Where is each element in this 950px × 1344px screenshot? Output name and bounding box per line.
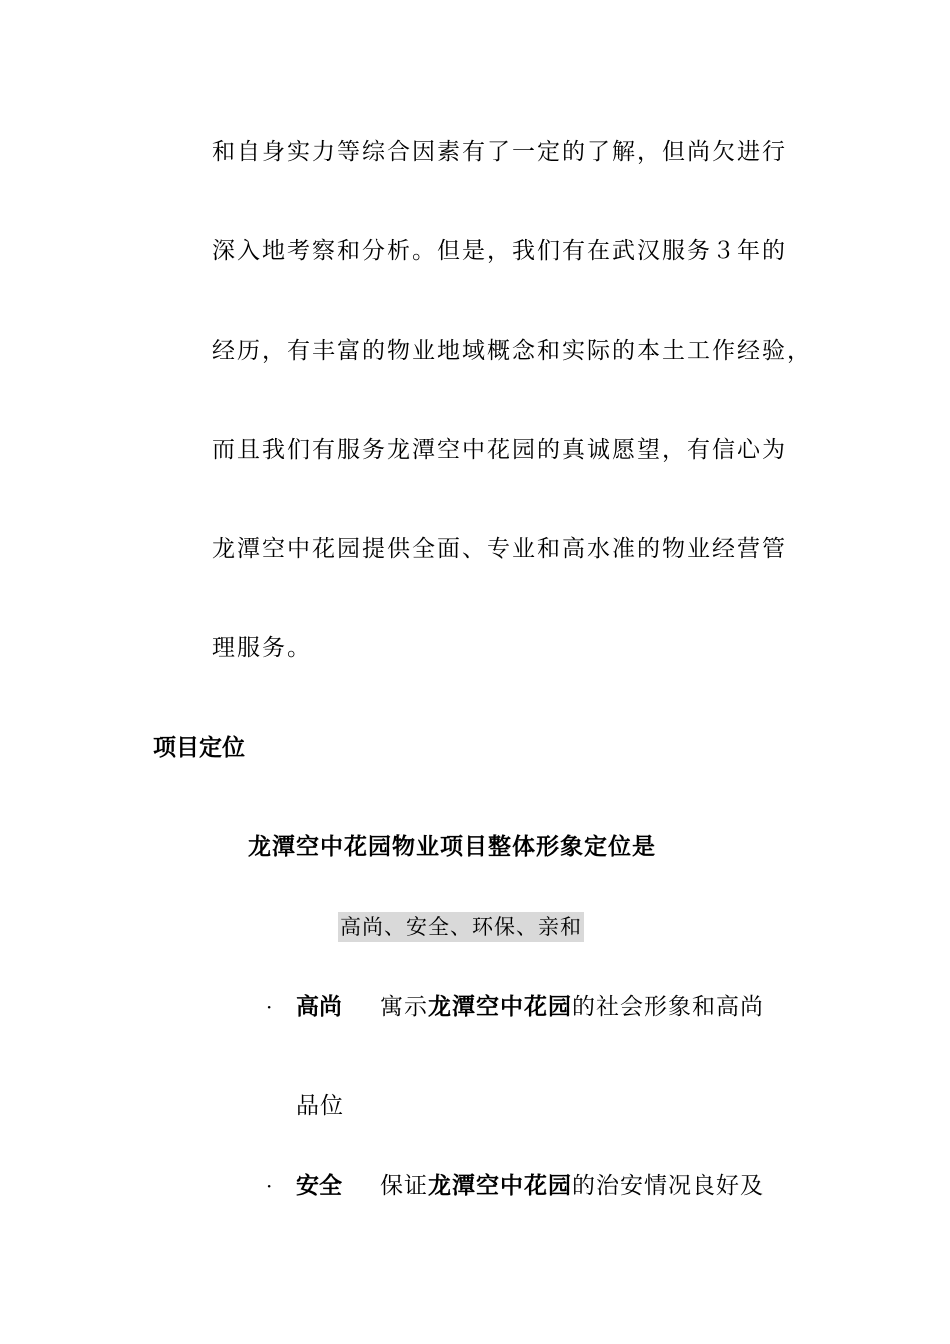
paragraph-line-4: 而且我们有服务龙潭空中花园的真诚愿望，有信心为 (212, 437, 787, 463)
section-heading: 项目定位 (153, 735, 245, 761)
bullet-description-prefix: 寓示 (380, 994, 428, 1020)
paragraph-line-1: 和自身实力等综合因素有了一定的了解，但尚欠进行 (212, 139, 787, 165)
bullet-continuation: 品位 (296, 1093, 344, 1119)
positioning-keywords: 高尚、安全、环保、亲和 (338, 912, 584, 942)
bullet-term: 安全 (296, 1173, 342, 1199)
bullet-description-suffix: 的治安情况良好及 (572, 1173, 764, 1199)
bullet-term: 高尚 (296, 994, 342, 1020)
project-name: 龙潭空中花园 (428, 993, 572, 1020)
paragraph-line-6: 理服务。 (212, 635, 312, 661)
paragraph-line-3: 经历，有丰富的物业地域概念和实际的本土工作经验， (212, 338, 812, 364)
paragraph-line-2: 深入地考察和分析。但是，我们有在武汉服务３年的 (212, 238, 787, 264)
project-name: 龙潭空中花园 (428, 1172, 572, 1199)
bullet-description (380, 992, 764, 1022)
bullet-marker: · (266, 995, 273, 1019)
paragraph-line-5: 龙潭空中花园提供全面、专业和高水准的物业经营管 (212, 536, 787, 562)
positioning-subtitle: 龙潭空中花园物业项目整体形象定位是 (248, 833, 656, 860)
bullet-description-prefix: 保证 (380, 1173, 428, 1199)
bullet-marker: · (266, 1174, 273, 1198)
bullet-description (380, 1171, 764, 1201)
bullet-description-suffix: 的社会形象和高尚 (572, 994, 764, 1020)
